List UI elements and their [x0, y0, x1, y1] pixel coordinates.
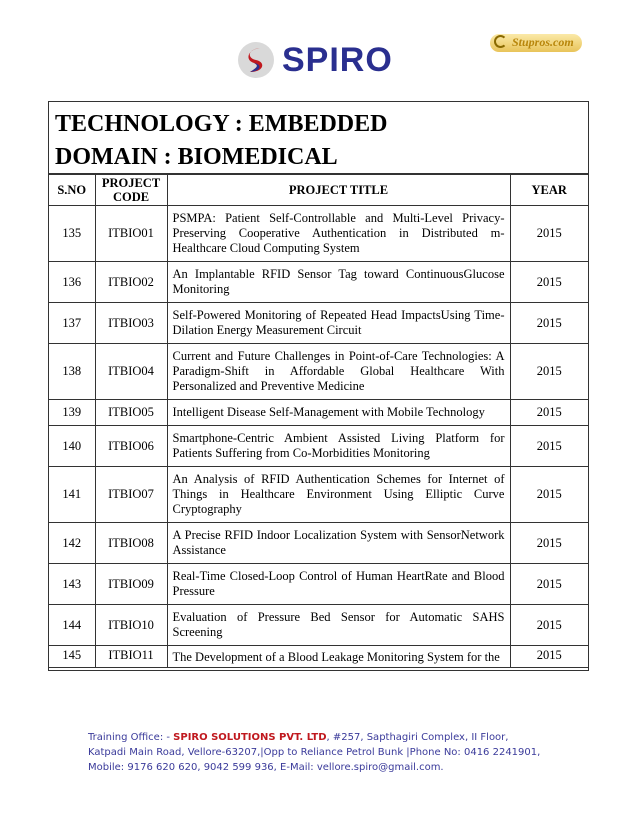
header-year: YEAR [510, 175, 588, 206]
row-sno: 145 [49, 646, 95, 668]
row-code: ITBIO03 [95, 303, 167, 344]
row-code: ITBIO09 [95, 564, 167, 605]
domain-heading: DOMAIN : BIOMEDICAL [55, 144, 338, 170]
header-sno: S.NO [49, 175, 95, 206]
row-year: 2015 [510, 206, 588, 262]
row-year: 2015 [510, 426, 588, 467]
table-row [49, 206, 588, 262]
row-title: The Development of a Blood Leakage Monitoring System for the [167, 646, 510, 668]
header-code-line1: PROJECT [101, 176, 161, 190]
row-year: 2015 [510, 400, 588, 426]
stupros-badge [490, 34, 582, 52]
row-sno: 143 [49, 564, 95, 605]
footer-prefix: Training Office: - [88, 732, 174, 743]
row-code: ITBIO10 [95, 605, 167, 646]
row-sno: 140 [49, 426, 95, 467]
row-sno: 139 [49, 400, 95, 426]
row-code: ITBIO07 [95, 467, 167, 523]
table-header-row [49, 175, 588, 206]
footer-company: SPIRO SOLUTIONS PVT. LTD [173, 732, 327, 743]
footer-address: , #257, Sapthagiri Complex, II Floor, Katpadi Main Road, Vellore-63207,|Opp to Reliance Petrol Bunk |Phone No: 0416 2241901, Mobile: 9176 620 620, 9042 599 936, E-Mail: vellore.spiro@gmail.com. [88, 732, 541, 773]
row-sno: 142 [49, 523, 95, 564]
row-code: ITBIO11 [95, 646, 167, 668]
row-title: An Implantable RFID Sensor Tag toward ContinuousGlucose Monitoring [167, 262, 510, 303]
row-year: 2015 [510, 344, 588, 400]
table-row [49, 564, 588, 605]
row-title: Current and Future Challenges in Point-of-Care Technologies: A Paradigm-Shift in Affordable Global Healthcare With Personalized and Preventive Medicine [167, 344, 510, 400]
row-code: ITBIO08 [95, 523, 167, 564]
table-row [49, 400, 588, 426]
spiro-swirl-icon [236, 40, 276, 80]
table-row [49, 262, 588, 303]
table-row [49, 605, 588, 646]
row-sno: 137 [49, 303, 95, 344]
row-year: 2015 [510, 564, 588, 605]
table-row [49, 467, 588, 523]
row-year: 2015 [510, 467, 588, 523]
row-year: 2015 [510, 523, 588, 564]
project-table [49, 174, 588, 668]
spiral-icon [494, 35, 507, 48]
row-sno: 144 [49, 605, 95, 646]
row-title: PSMPA: Patient Self-Controllable and Multi-Level Privacy-Preserving Cooperative Authentication in Distributed m-Healthcare Cloud Computing System [167, 206, 510, 262]
row-sno: 135 [49, 206, 95, 262]
row-title: Self-Powered Monitoring of Repeated Head ImpactsUsing Time-Dilation Energy Measurement Circuit [167, 303, 510, 344]
table-row [49, 344, 588, 400]
row-code: ITBIO06 [95, 426, 167, 467]
table-row [49, 426, 588, 467]
row-title: A Precise RFID Indoor Localization System with SensorNetwork Assistance [167, 523, 510, 564]
row-code: ITBIO05 [95, 400, 167, 426]
logo-text: SPIRO [282, 41, 393, 79]
row-title: Intelligent Disease Self-Management with Mobile Technology [167, 400, 510, 426]
row-title: Real-Time Closed-Loop Control of Human HeartRate and Blood Pressure [167, 564, 510, 605]
stupros-text: Stupros.com [512, 35, 574, 49]
header-project-code [95, 175, 167, 206]
row-sno: 136 [49, 262, 95, 303]
row-code: ITBIO01 [95, 206, 167, 262]
header-code-line2: CODE [112, 190, 150, 204]
row-sno: 138 [49, 344, 95, 400]
header-project-title: PROJECT TITLE [167, 175, 510, 206]
table-row [49, 646, 588, 668]
row-sno: 141 [49, 467, 95, 523]
row-year: 2015 [510, 646, 588, 668]
row-code: ITBIO04 [95, 344, 167, 400]
row-title: Evaluation of Pressure Bed Sensor for Automatic SAHS Screening [167, 605, 510, 646]
technology-heading: TECHNOLOGY : EMBEDDED [55, 111, 388, 137]
row-code: ITBIO02 [95, 262, 167, 303]
project-list-box [48, 101, 589, 671]
page-header [0, 0, 638, 100]
row-title: An Analysis of RFID Authentication Schemes for Internet of Things in Healthcare Environment Using Elliptic Curve Cryptography [167, 467, 510, 523]
row-year: 2015 [510, 303, 588, 344]
spiro-logo [236, 40, 393, 80]
table-row [49, 303, 588, 344]
table-row [49, 523, 588, 564]
row-year: 2015 [510, 262, 588, 303]
row-title: Smartphone-Centric Ambient Assisted Living Platform for Patients Suffering from Co-Morbidities Monitoring [167, 426, 510, 467]
row-year: 2015 [510, 605, 588, 646]
heading-block [49, 102, 588, 174]
footer-contact [88, 730, 548, 775]
